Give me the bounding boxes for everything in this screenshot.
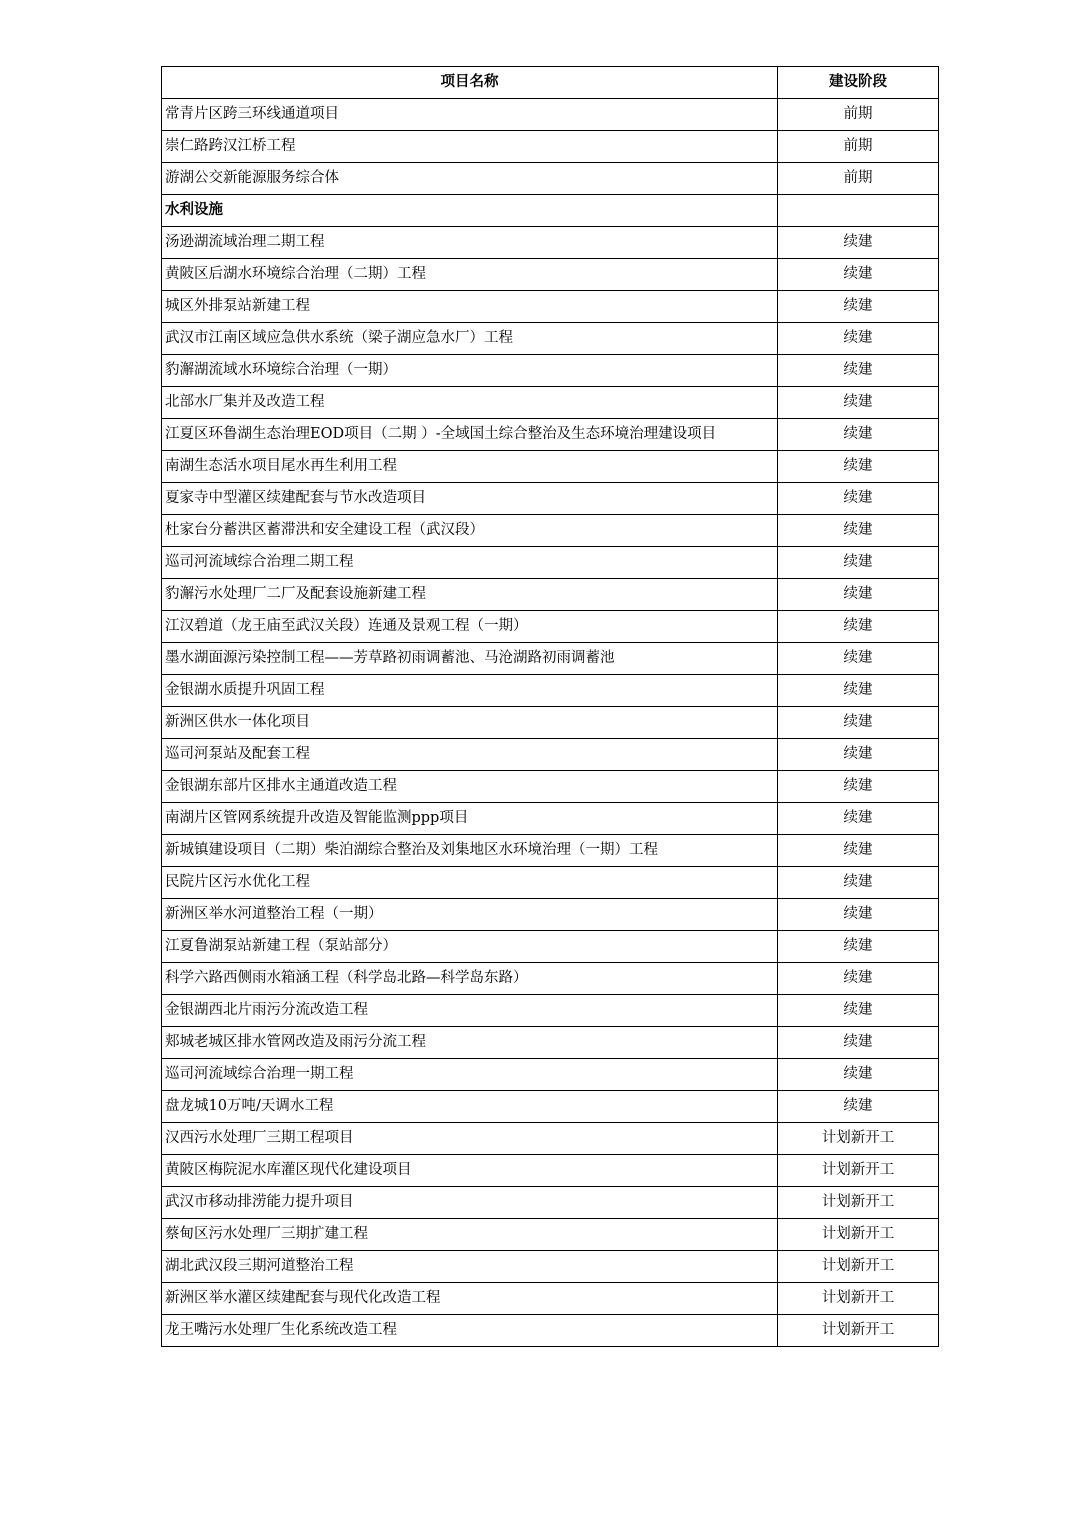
project-name-cell: 巡司河流域综合治理二期工程	[162, 547, 778, 579]
table-row	[162, 1315, 939, 1347]
table-row	[162, 1027, 939, 1059]
table-row	[162, 611, 939, 643]
project-name-cell: 巡司河泵站及配套工程	[162, 739, 778, 771]
project-name-cell: 郏城老城区排水管网改造及雨污分流工程	[162, 1027, 778, 1059]
construction-stage-cell: 续建	[778, 835, 939, 867]
project-name-cell: 蔡甸区污水处理厂三期扩建工程	[162, 1219, 778, 1251]
table-row	[162, 1219, 939, 1251]
project-name-cell: 黄陂区梅院泥水库灌区现代化建设项目	[162, 1155, 778, 1187]
table-row	[162, 99, 939, 131]
project-name-cell: 墨水湖面源污染控制工程——芳草路初雨调蓄池、马沧湖路初雨调蓄池	[162, 643, 778, 675]
section-title: 水利设施	[162, 195, 778, 227]
table-row	[162, 995, 939, 1027]
table-row	[162, 867, 939, 899]
construction-stage-cell: 续建	[778, 643, 939, 675]
construction-stage-cell: 续建	[778, 675, 939, 707]
table-row	[162, 1123, 939, 1155]
project-table	[161, 66, 939, 1347]
construction-stage-cell: 续建	[778, 1091, 939, 1123]
table-row	[162, 707, 939, 739]
table-row	[162, 451, 939, 483]
construction-stage-cell: 前期	[778, 131, 939, 163]
project-name-cell: 黄陂区后湖水环境综合治理（二期）工程	[162, 259, 778, 291]
construction-stage-cell: 续建	[778, 899, 939, 931]
table-row	[162, 675, 939, 707]
table-header-row	[162, 67, 939, 99]
construction-stage-cell: 计划新开工	[778, 1187, 939, 1219]
table-row	[162, 483, 939, 515]
project-name-cell: 游湖公交新能源服务综合体	[162, 163, 778, 195]
project-name-cell: 常青片区跨三环线通道项目	[162, 99, 778, 131]
table-row	[162, 899, 939, 931]
project-name-cell: 新城镇建设项目（二期）柴泊湖综合整治及刘集地区水环境治理（一期）工程	[162, 835, 778, 867]
construction-stage-cell: 续建	[778, 419, 939, 451]
construction-stage-cell: 前期	[778, 99, 939, 131]
project-name-cell: 武汉市移动排涝能力提升项目	[162, 1187, 778, 1219]
construction-stage-cell: 续建	[778, 451, 939, 483]
table-row	[162, 131, 939, 163]
project-name-cell: 江夏区环鲁湖生态治理EOD项目（二期 ）-全域国土综合整治及生态环境治理建设项目	[162, 419, 778, 451]
construction-stage-cell: 续建	[778, 963, 939, 995]
header-construction-stage: 建设阶段	[778, 67, 939, 99]
table-row	[162, 547, 939, 579]
project-name-cell: 巡司河流域综合治理一期工程	[162, 1059, 778, 1091]
project-name-cell: 北部水厂集并及改造工程	[162, 387, 778, 419]
project-name-cell: 新洲区举水灌区续建配套与现代化改造工程	[162, 1283, 778, 1315]
table-row	[162, 259, 939, 291]
table-row	[162, 835, 939, 867]
table-row	[162, 419, 939, 451]
construction-stage-cell: 续建	[778, 259, 939, 291]
table-row	[162, 579, 939, 611]
table-row	[162, 1251, 939, 1283]
section-row	[162, 195, 939, 227]
table-row	[162, 515, 939, 547]
table-row	[162, 803, 939, 835]
project-name-cell: 城区外排泵站新建工程	[162, 291, 778, 323]
project-name-cell: 南湖片区管网系统提升改造及智能监测ppp项目	[162, 803, 778, 835]
construction-stage-cell: 续建	[778, 611, 939, 643]
construction-stage-cell: 续建	[778, 1027, 939, 1059]
project-name-cell: 盘龙城10万吨/天调水工程	[162, 1091, 778, 1123]
table-row	[162, 963, 939, 995]
table-row	[162, 1187, 939, 1219]
table-row	[162, 387, 939, 419]
table-row	[162, 1283, 939, 1315]
construction-stage-cell	[778, 195, 939, 227]
project-name-cell: 新洲区举水河道整治工程（一期）	[162, 899, 778, 931]
construction-stage-cell: 续建	[778, 867, 939, 899]
project-name-cell: 金银湖水质提升巩固工程	[162, 675, 778, 707]
project-name-cell: 科学六路西侧雨水箱涵工程（科学岛北路—科学岛东路）	[162, 963, 778, 995]
project-name-cell: 金银湖西北片雨污分流改造工程	[162, 995, 778, 1027]
table-body	[162, 99, 939, 1347]
construction-stage-cell: 计划新开工	[778, 1123, 939, 1155]
project-name-cell: 武汉市江南区域应急供水系统（梁子湖应急水厂）工程	[162, 323, 778, 355]
construction-stage-cell: 续建	[778, 1059, 939, 1091]
construction-stage-cell: 续建	[778, 931, 939, 963]
construction-stage-cell: 续建	[778, 739, 939, 771]
project-name-cell: 金银湖东部片区排水主通道改造工程	[162, 771, 778, 803]
construction-stage-cell: 计划新开工	[778, 1155, 939, 1187]
construction-stage-cell: 续建	[778, 227, 939, 259]
table-row	[162, 355, 939, 387]
table-row	[162, 291, 939, 323]
construction-stage-cell: 续建	[778, 579, 939, 611]
project-name-cell: 豹澥污水处理厂二厂及配套设施新建工程	[162, 579, 778, 611]
construction-stage-cell: 续建	[778, 803, 939, 835]
construction-stage-cell: 续建	[778, 387, 939, 419]
table-row	[162, 1059, 939, 1091]
table-row	[162, 931, 939, 963]
table-row	[162, 163, 939, 195]
header-project-name: 项目名称	[162, 67, 778, 99]
construction-stage-cell: 前期	[778, 163, 939, 195]
table-row	[162, 1155, 939, 1187]
construction-stage-cell: 计划新开工	[778, 1251, 939, 1283]
project-name-cell: 豹澥湖流域水环境综合治理（一期）	[162, 355, 778, 387]
construction-stage-cell: 续建	[778, 547, 939, 579]
project-name-cell: 崇仁路跨汉江桥工程	[162, 131, 778, 163]
project-name-cell: 汉西污水处理厂三期工程项目	[162, 1123, 778, 1155]
project-name-cell: 新洲区供水一体化项目	[162, 707, 778, 739]
construction-stage-cell: 续建	[778, 323, 939, 355]
table-row	[162, 643, 939, 675]
construction-stage-cell: 计划新开工	[778, 1315, 939, 1347]
table-row	[162, 739, 939, 771]
construction-stage-cell: 续建	[778, 483, 939, 515]
construction-stage-cell: 续建	[778, 515, 939, 547]
project-name-cell: 江夏鲁湖泵站新建工程（泵站部分）	[162, 931, 778, 963]
construction-stage-cell: 续建	[778, 291, 939, 323]
table-row	[162, 771, 939, 803]
construction-stage-cell: 续建	[778, 355, 939, 387]
table-row	[162, 227, 939, 259]
project-name-cell: 汤逊湖流域治理二期工程	[162, 227, 778, 259]
project-name-cell: 龙王嘴污水处理厂生化系统改造工程	[162, 1315, 778, 1347]
construction-stage-cell: 计划新开工	[778, 1283, 939, 1315]
project-name-cell: 民院片区污水优化工程	[162, 867, 778, 899]
construction-stage-cell: 续建	[778, 771, 939, 803]
table-row	[162, 1091, 939, 1123]
project-name-cell: 杜家台分蓄洪区蓄滞洪和安全建设工程（武汉段）	[162, 515, 778, 547]
project-name-cell: 江汉碧道（龙王庙至武汉关段）连通及景观工程（一期）	[162, 611, 778, 643]
construction-stage-cell: 计划新开工	[778, 1219, 939, 1251]
construction-stage-cell: 续建	[778, 707, 939, 739]
project-name-cell: 湖北武汉段三期河道整治工程	[162, 1251, 778, 1283]
project-name-cell: 南湖生态活水项目尾水再生利用工程	[162, 451, 778, 483]
construction-stage-cell: 续建	[778, 995, 939, 1027]
table-row	[162, 323, 939, 355]
project-name-cell: 夏家寺中型灌区续建配套与节水改造项目	[162, 483, 778, 515]
